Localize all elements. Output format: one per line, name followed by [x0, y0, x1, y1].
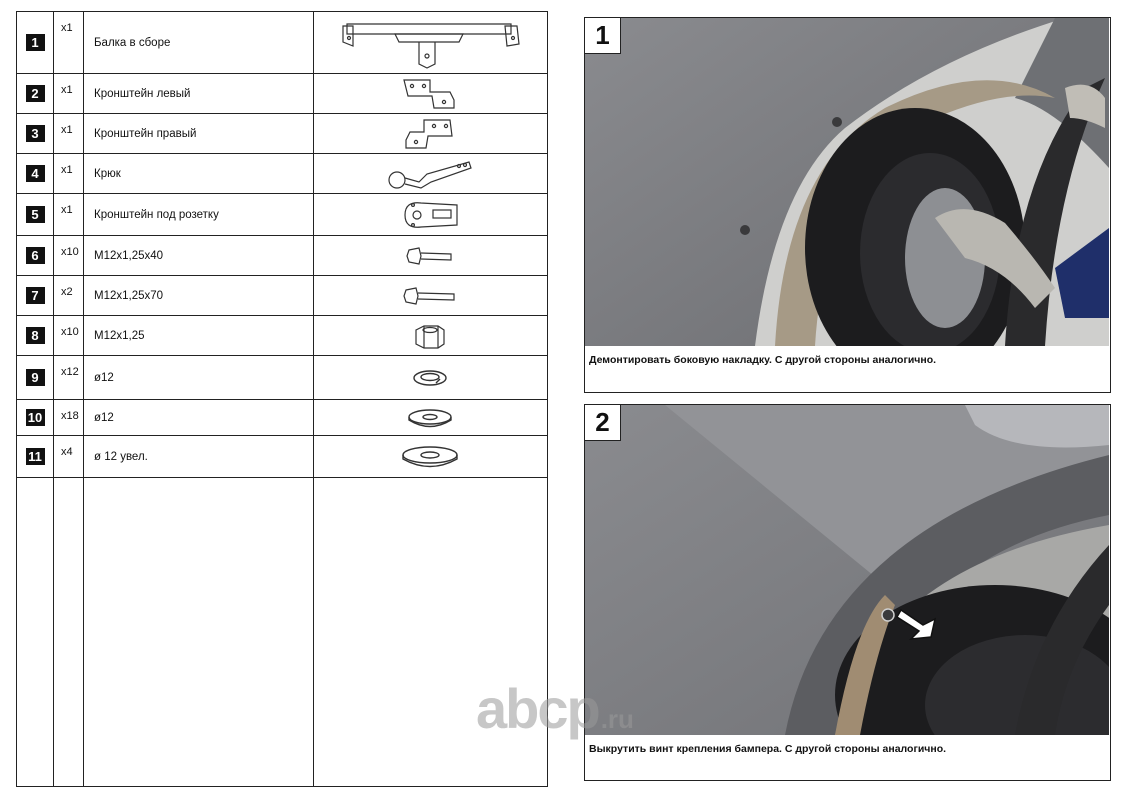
part-row — [17, 356, 547, 400]
bolt-icon — [405, 244, 455, 268]
part-row — [17, 436, 547, 478]
part-name: M12x1,25x70 — [94, 289, 164, 302]
part-name: Кронштейн под розетку — [94, 208, 219, 221]
step-caption: Демонтировать боковую накладку. С другой стороны аналогично. — [589, 354, 937, 366]
watermark-suffix: .ru — [600, 704, 634, 734]
part-quantity: x2 — [61, 286, 73, 298]
part-number: 5 — [26, 206, 45, 223]
part-name: Крюк — [94, 167, 121, 180]
step-caption: Выкрутить винт крепления бампера. С другой стороны аналогично. — [589, 743, 947, 755]
part-row — [17, 316, 547, 356]
left-bracket-icon — [400, 76, 460, 112]
spring-washer-icon — [410, 366, 450, 390]
part-number: 3 — [26, 125, 45, 142]
part-row — [17, 194, 547, 236]
part-row — [17, 74, 547, 114]
parts-table — [16, 11, 548, 787]
part-quantity: x4 — [61, 446, 73, 458]
nut-icon — [410, 322, 450, 350]
long-bolt-icon — [402, 284, 458, 308]
part-name: ø12 — [94, 371, 114, 384]
part-number: 9 — [26, 369, 45, 386]
part-quantity: x1 — [61, 84, 73, 96]
part-quantity: x10 — [61, 326, 79, 338]
part-number: 4 — [26, 165, 45, 182]
part-name: Кронштейн правый — [94, 127, 197, 140]
part-number: 8 — [26, 327, 45, 344]
part-row — [17, 114, 547, 154]
part-quantity: x1 — [61, 124, 73, 136]
part-name: ø 12 увел. — [94, 450, 148, 463]
step-number: 2 — [585, 405, 621, 441]
part-row — [17, 154, 547, 194]
step-2-photo — [585, 405, 1109, 735]
flat-washer-icon — [405, 407, 455, 429]
part-row — [17, 12, 547, 74]
step-1-photo — [585, 18, 1109, 346]
part-row — [17, 276, 547, 316]
step-panel-1 — [584, 17, 1111, 393]
crossbeam-icon — [335, 16, 525, 70]
part-name: M12x1,25x40 — [94, 249, 164, 262]
part-quantity: x1 — [61, 164, 73, 176]
large-washer-icon — [400, 444, 460, 470]
part-quantity: x1 — [61, 22, 73, 34]
socket-bracket-icon — [399, 197, 461, 233]
step-panel-2 — [584, 404, 1111, 781]
part-row — [17, 400, 547, 436]
part-quantity: x12 — [61, 366, 79, 378]
part-name: M12x1,25 — [94, 329, 145, 342]
part-number: 11 — [26, 448, 45, 465]
part-name: ø12 — [94, 411, 114, 424]
part-quantity: x1 — [61, 204, 73, 216]
part-name: Балка в сборе — [94, 36, 171, 49]
part-quantity: x10 — [61, 246, 79, 258]
watermark-main: abcp — [476, 677, 599, 740]
part-number: 6 — [26, 247, 45, 264]
watermark-logo — [476, 676, 634, 741]
part-number: 10 — [26, 409, 45, 426]
part-number: 1 — [26, 34, 45, 51]
part-row — [17, 236, 547, 276]
part-name: Кронштейн левый — [94, 87, 191, 100]
part-number: 2 — [26, 85, 45, 102]
tow-hook-icon — [385, 156, 475, 192]
step-number: 1 — [585, 18, 621, 54]
right-bracket-icon — [400, 116, 460, 152]
part-quantity: x18 — [61, 410, 79, 422]
part-number: 7 — [26, 287, 45, 304]
